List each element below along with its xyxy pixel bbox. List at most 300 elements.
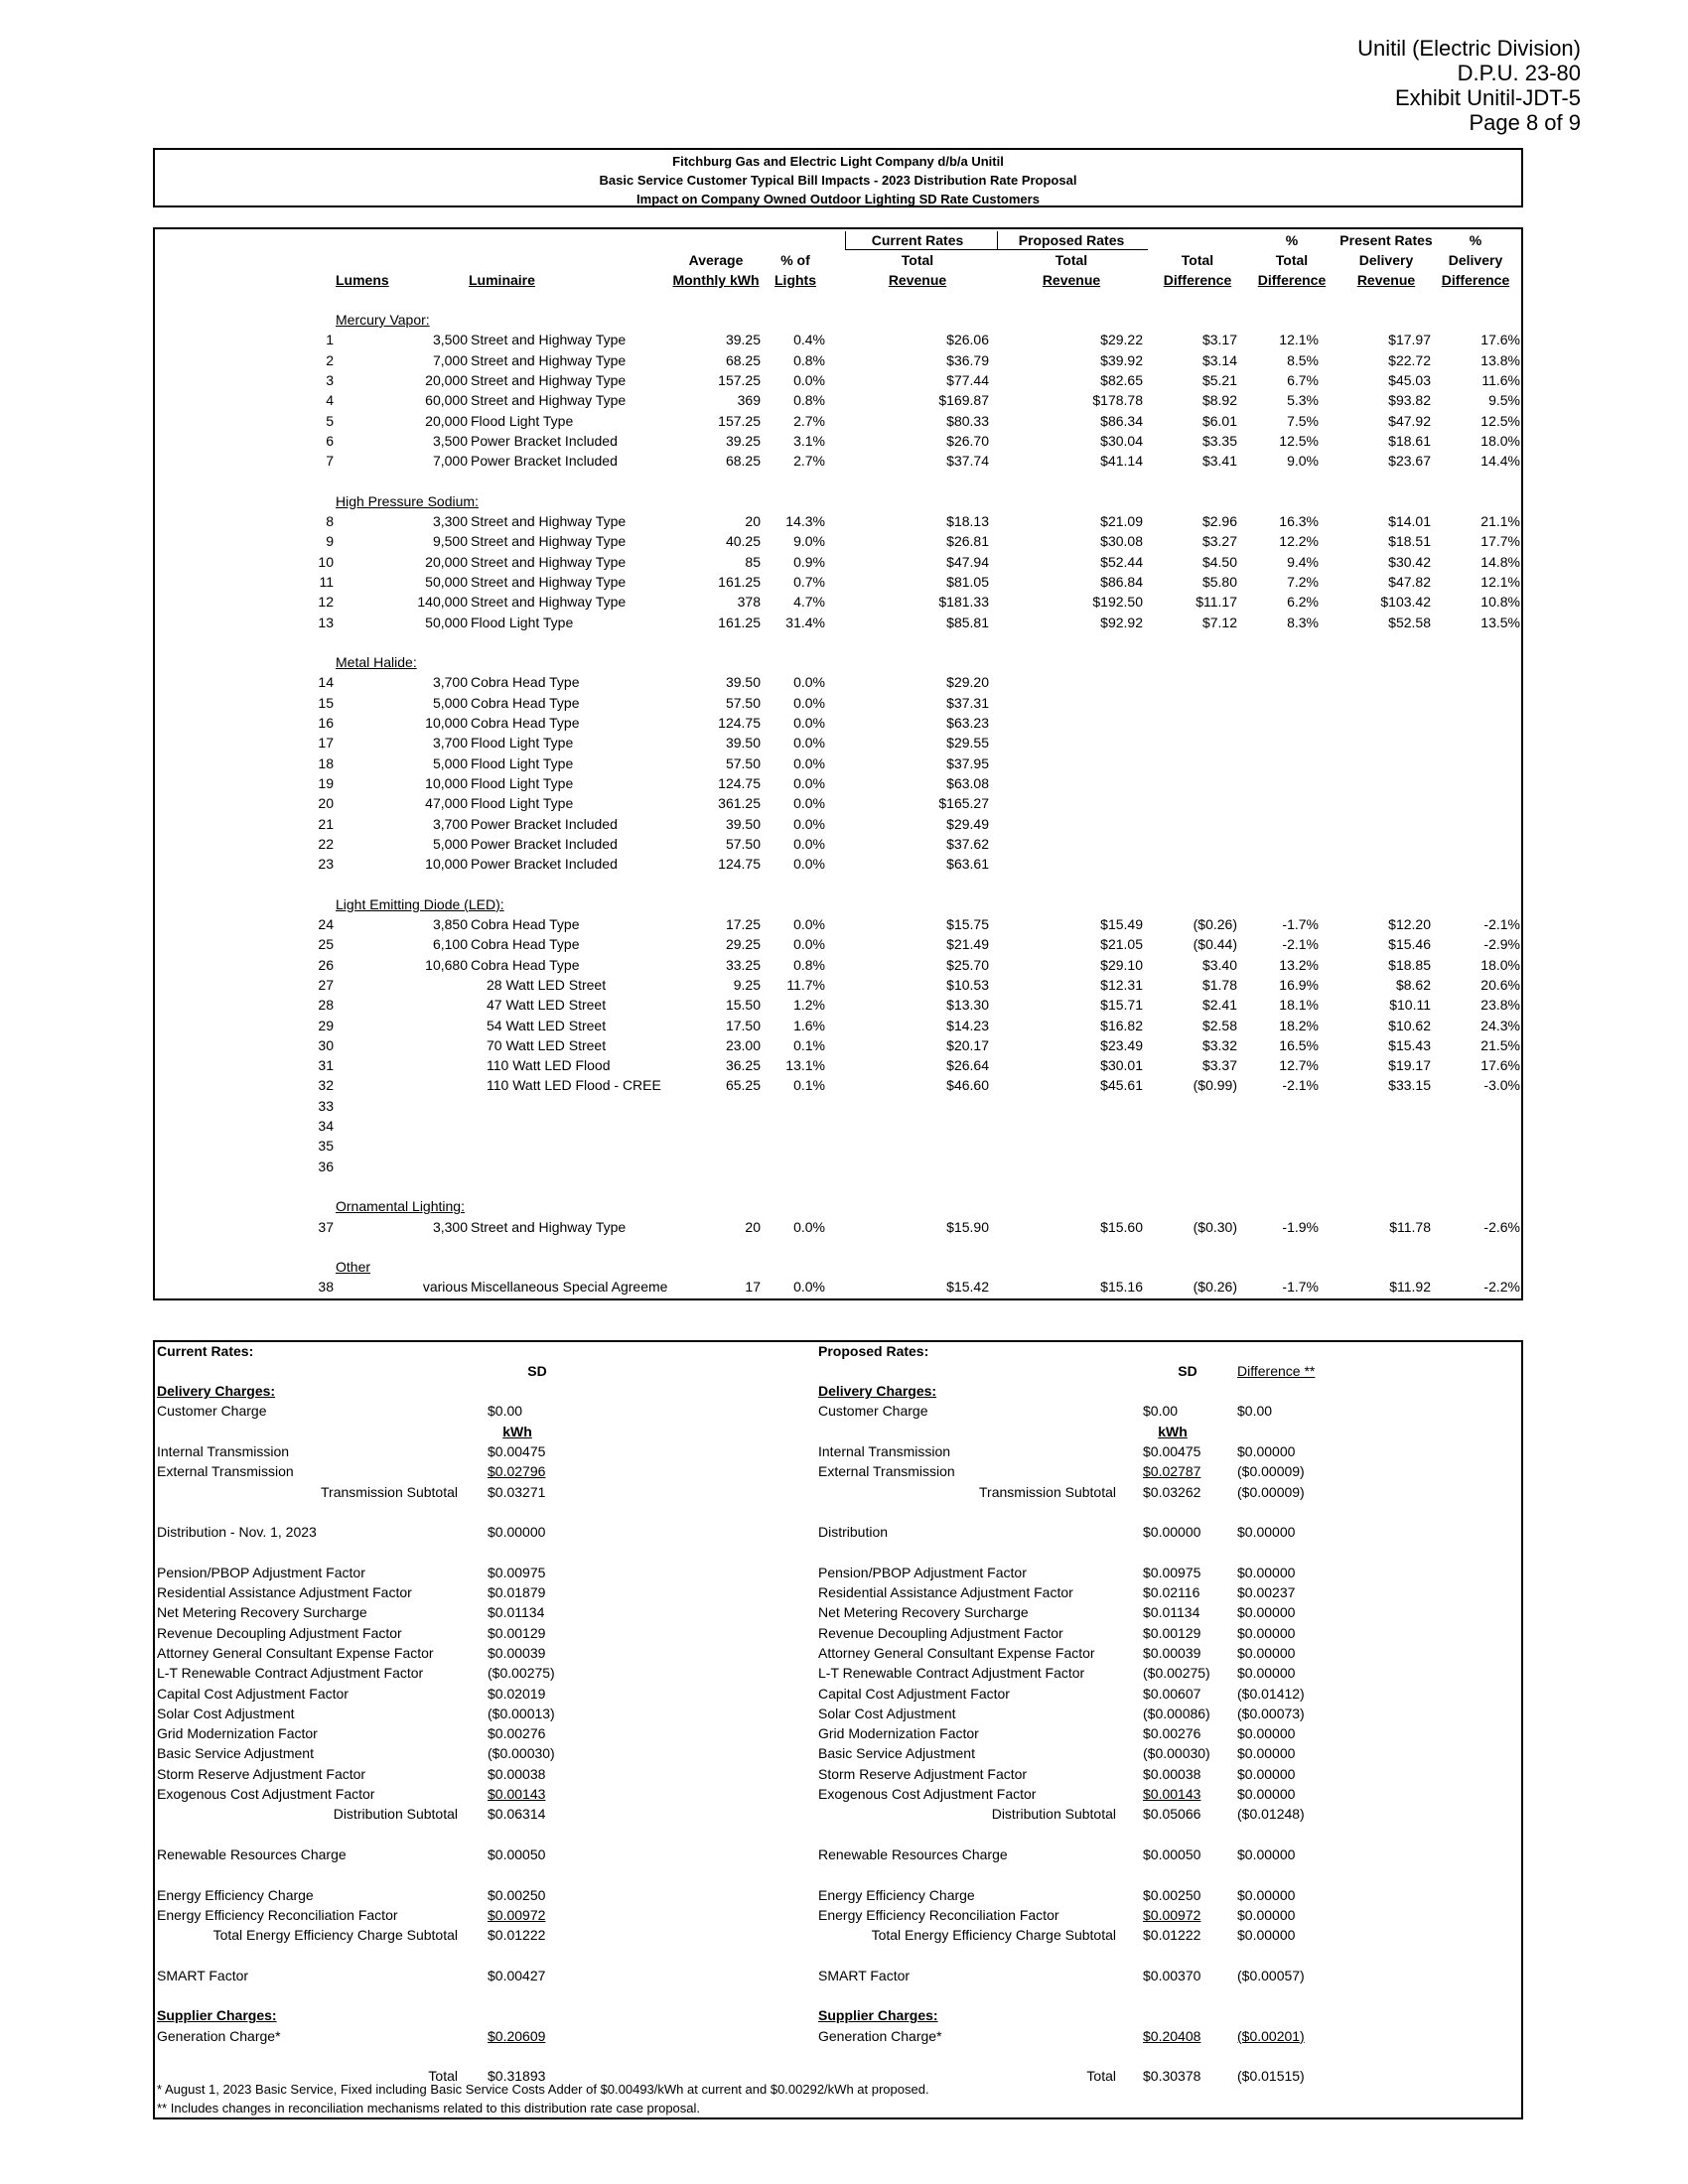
col-header-pct-delivery-3: Difference xyxy=(1441,272,1510,288)
row-number: 32 xyxy=(318,1077,334,1094)
row-avg-kwh: 40.25 xyxy=(725,533,761,550)
row-pct-delivery-difference: 12.1% xyxy=(1480,573,1520,590)
rate-value: $0.00250 xyxy=(488,1886,546,1903)
row-lumens: 3,700 xyxy=(432,735,468,751)
rate-label: Capital Cost Adjustment Factor xyxy=(818,1685,1010,1702)
row-pct-lights: 0.0% xyxy=(793,774,825,791)
row-pct-lights: 0.0% xyxy=(793,674,825,691)
rate-value: $0.01879 xyxy=(488,1584,546,1600)
row-number: 2 xyxy=(326,351,334,368)
row-avg-kwh: 39.50 xyxy=(725,735,761,751)
rate-label: Generation Charge* xyxy=(818,2027,942,2044)
row-current-revenue: $37.31 xyxy=(946,694,989,711)
row-pct-delivery-difference: 23.8% xyxy=(1480,997,1520,1014)
row-luminaire: 110 Watt LED Flood xyxy=(487,1057,611,1074)
row-number: 36 xyxy=(318,1158,334,1174)
row-luminaire: Street and Highway Type xyxy=(471,553,627,570)
col-group-proposed: Proposed Rates xyxy=(1018,232,1125,248)
row-total-difference: $5.80 xyxy=(1201,573,1237,590)
row-lumens: 3,700 xyxy=(432,674,468,691)
row-luminaire: 54 Watt LED Street xyxy=(487,1017,607,1033)
row-avg-kwh: 65.25 xyxy=(725,1077,761,1094)
row-pct-lights: 0.7% xyxy=(793,573,825,590)
rate-value: $0.00607 xyxy=(1143,1685,1201,1702)
row-present-delivery: $47.82 xyxy=(1388,573,1431,590)
row-present-delivery: $17.97 xyxy=(1388,332,1431,348)
row-number: 6 xyxy=(326,432,334,449)
row-pct-delivery-difference: 11.6% xyxy=(1481,371,1520,388)
row-pct-delivery-difference: 12.5% xyxy=(1480,412,1520,429)
row-number: 9 xyxy=(326,533,334,550)
row-proposed-revenue: $178.78 xyxy=(1092,392,1143,409)
row-pct-total-difference: -2.1% xyxy=(1282,1077,1319,1094)
row-luminaire: Street and Highway Type xyxy=(471,594,627,611)
row-pct-total-difference: 12.7% xyxy=(1279,1057,1319,1074)
row-number: 5 xyxy=(326,412,334,429)
header-line: D.P.U. 23-80 xyxy=(1457,61,1581,85)
row-avg-kwh: 161.25 xyxy=(718,573,761,590)
row-avg-kwh: 157.25 xyxy=(718,371,761,388)
row-luminaire: Power Bracket Included xyxy=(471,432,618,449)
row-pct-total-difference: 18.2% xyxy=(1279,1017,1319,1033)
row-proposed-revenue: $30.08 xyxy=(1100,533,1143,550)
row-pct-delivery-difference: 18.0% xyxy=(1480,432,1520,449)
rate-label: Energy Efficiency Charge xyxy=(157,1886,314,1903)
row-luminaire: 47 Watt LED Street xyxy=(487,997,607,1014)
row-number: 19 xyxy=(318,774,334,791)
rate-difference: ($0.01412) xyxy=(1237,1685,1305,1702)
row-total-difference: $3.32 xyxy=(1201,1036,1237,1053)
row-luminaire: Street and Highway Type xyxy=(471,351,627,368)
row-pct-delivery-difference: 13.8% xyxy=(1480,351,1520,368)
row-current-revenue: $63.08 xyxy=(946,774,989,791)
row-pct-delivery-difference: 21.5% xyxy=(1480,1036,1520,1053)
group-divider xyxy=(845,231,846,249)
rate-label: External Transmission xyxy=(818,1463,955,1480)
row-lumens: 5,000 xyxy=(432,694,468,711)
rate-subtotal-label: Distribution Subtotal xyxy=(333,1806,458,1823)
col-header-pct-total: % xyxy=(1285,232,1299,248)
row-number: 38 xyxy=(318,1279,334,1296)
col-header-proposed-rev: Total xyxy=(1055,252,1088,268)
row-pct-lights: 0.1% xyxy=(793,1077,825,1094)
rate-label: Pension/PBOP Adjustment Factor xyxy=(157,1564,365,1580)
rate-value: $0.00000 xyxy=(488,1524,546,1541)
col-header-current-rev-2: Revenue xyxy=(888,272,947,288)
rate-value: $0.00129 xyxy=(488,1624,546,1641)
rate-value: $0.00475 xyxy=(488,1442,546,1459)
rate-value: $0.02019 xyxy=(488,1685,546,1702)
row-pct-total-difference: -2.1% xyxy=(1282,936,1319,953)
row-luminaire: Flood Light Type xyxy=(471,754,574,771)
row-lumens: 3,300 xyxy=(432,513,468,529)
rate-value: $0.02787 xyxy=(1143,1463,1201,1480)
row-luminaire: Cobra Head Type xyxy=(471,936,580,953)
row-number: 22 xyxy=(318,835,334,852)
row-pct-total-difference: 6.7% xyxy=(1287,371,1319,388)
row-pct-lights: 0.0% xyxy=(793,715,825,731)
row-pct-delivery-difference: 17.7% xyxy=(1480,533,1520,550)
row-total-difference: $3.37 xyxy=(1201,1057,1237,1074)
row-present-delivery: $22.72 xyxy=(1388,351,1431,368)
row-avg-kwh: 39.25 xyxy=(725,332,761,348)
header-line: Page 8 of 9 xyxy=(1469,110,1581,135)
rate-label: Distribution xyxy=(818,1524,889,1541)
section-heading: High Pressure Sodium: xyxy=(336,492,479,509)
row-luminaire: Street and Highway Type xyxy=(471,392,627,409)
row-number: 37 xyxy=(318,1218,334,1235)
row-proposed-revenue: $86.84 xyxy=(1100,573,1143,590)
row-present-delivery: $52.58 xyxy=(1388,614,1431,630)
row-proposed-revenue: $21.09 xyxy=(1100,513,1143,529)
col-header-lumens: Lumens xyxy=(336,272,389,288)
row-luminaire: Power Bracket Included xyxy=(471,835,618,852)
row-current-revenue: $169.87 xyxy=(938,392,989,409)
row-number: 20 xyxy=(318,795,334,812)
row-present-delivery: $12.20 xyxy=(1388,916,1431,932)
row-current-revenue: $20.17 xyxy=(946,1036,989,1053)
col-header-present-3: Revenue xyxy=(1356,272,1416,288)
row-total-difference: $2.96 xyxy=(1201,513,1237,529)
row-luminaire: Cobra Head Type xyxy=(471,674,580,691)
row-pct-total-difference: -1.7% xyxy=(1282,916,1319,932)
row-total-difference: $3.17 xyxy=(1201,332,1237,348)
row-present-delivery: $10.62 xyxy=(1388,1017,1431,1033)
row-pct-delivery-difference: -2.6% xyxy=(1483,1218,1520,1235)
header-line: Exhibit Unitil-JDT-5 xyxy=(1394,85,1581,110)
row-proposed-revenue: $82.65 xyxy=(1100,371,1143,388)
row-pct-total-difference: 9.4% xyxy=(1287,553,1319,570)
row-proposed-revenue: $12.31 xyxy=(1100,976,1143,993)
row-present-delivery: $93.82 xyxy=(1388,392,1431,409)
row-current-revenue: $36.79 xyxy=(946,351,989,368)
row-pct-total-difference: 7.5% xyxy=(1287,412,1319,429)
row-pct-lights: 0.0% xyxy=(793,856,825,873)
row-total-difference: $8.92 xyxy=(1201,392,1237,409)
company-name: Fitchburg Gas and Electric Light Company d/b/a Unitil xyxy=(672,154,1004,169)
rate-label: Capital Cost Adjustment Factor xyxy=(157,1685,349,1702)
row-pct-total-difference: 8.3% xyxy=(1287,614,1319,630)
rate-difference: $0.00 xyxy=(1237,1403,1273,1420)
rate-subtotal-label: Total Energy Efficiency Charge Subtotal xyxy=(212,1927,458,1944)
row-pct-lights: 0.0% xyxy=(793,694,825,711)
row-avg-kwh: 33.25 xyxy=(725,956,761,973)
row-lumens: 3,700 xyxy=(432,815,468,832)
rate-value: $0.00 xyxy=(1143,1403,1179,1420)
rate-value: $0.02116 xyxy=(1143,1584,1200,1600)
row-pct-lights: 0.0% xyxy=(793,1279,825,1296)
row-luminaire: Cobra Head Type xyxy=(471,916,580,932)
bill-impact-table xyxy=(153,227,1523,1300)
rate-difference: $0.00000 xyxy=(1237,1665,1296,1682)
row-present-delivery: $11.92 xyxy=(1389,1279,1431,1296)
proposed-sd-label: SD xyxy=(1178,1363,1197,1379)
row-lumens: 50,000 xyxy=(425,573,468,590)
rate-difference: $0.00000 xyxy=(1237,1765,1296,1782)
row-total-difference: $11.17 xyxy=(1196,594,1237,611)
row-avg-kwh: 29.25 xyxy=(725,936,761,953)
row-luminaire: Flood Light Type xyxy=(471,614,574,630)
row-current-revenue: $47.94 xyxy=(946,553,989,570)
row-pct-total-difference: 16.5% xyxy=(1279,1036,1319,1053)
row-current-revenue: $26.81 xyxy=(946,533,989,550)
row-pct-lights: 3.1% xyxy=(793,432,825,449)
row-avg-kwh: 124.75 xyxy=(718,856,761,873)
row-present-delivery: $15.46 xyxy=(1388,936,1431,953)
report-title: Basic Service Customer Typical Bill Impacts - 2023 Distribution Rate Proposal xyxy=(599,173,1077,188)
col-header-present: Present Rates xyxy=(1339,232,1433,248)
row-pct-total-difference: 18.1% xyxy=(1279,997,1319,1014)
rate-difference: $0.00000 xyxy=(1237,1524,1296,1541)
row-luminaire: Power Bracket Included xyxy=(471,453,618,470)
row-number: 27 xyxy=(318,976,334,993)
rate-value: $0.02796 xyxy=(488,1463,546,1480)
row-luminaire: Miscellaneous Special Agreeme xyxy=(471,1279,668,1296)
row-present-delivery: $18.85 xyxy=(1388,956,1431,973)
row-pct-delivery-difference: -3.0% xyxy=(1483,1077,1520,1094)
col-header-avg-kwh: Average xyxy=(688,252,744,268)
row-avg-kwh: 68.25 xyxy=(725,351,761,368)
rate-value: $0.00038 xyxy=(1143,1765,1201,1782)
row-pct-lights: 13.1% xyxy=(785,1057,825,1074)
row-avg-kwh: 17 xyxy=(745,1279,761,1296)
row-lumens: 60,000 xyxy=(425,392,468,409)
row-pct-lights: 2.7% xyxy=(793,453,825,470)
row-present-delivery: $23.67 xyxy=(1388,453,1431,470)
rate-label: Residential Assistance Adjustment Factor xyxy=(157,1584,412,1600)
rate-label: Basic Service Adjustment xyxy=(157,1745,314,1762)
rate-section-heading: Supplier Charges: xyxy=(818,2007,938,2024)
row-current-revenue: $63.23 xyxy=(946,715,989,731)
row-pct-total-difference: 16.3% xyxy=(1279,513,1319,529)
row-avg-kwh: 124.75 xyxy=(718,715,761,731)
row-pct-total-difference: 5.3% xyxy=(1287,392,1319,409)
row-pct-lights: 0.4% xyxy=(793,332,825,348)
row-number: 14 xyxy=(318,674,334,691)
row-luminaire: Power Bracket Included xyxy=(471,856,618,873)
section-heading: Ornamental Lighting: xyxy=(336,1198,465,1215)
row-proposed-revenue: $29.22 xyxy=(1100,332,1143,348)
rate-difference: $0.00000 xyxy=(1237,1886,1296,1903)
row-pct-lights: 0.8% xyxy=(793,956,825,973)
rate-value: ($0.00013) xyxy=(488,1705,555,1721)
row-pct-delivery-difference: 13.5% xyxy=(1480,614,1520,630)
col-header-pct-delivery-2: Delivery xyxy=(1448,252,1503,268)
row-pct-delivery-difference: -2.2% xyxy=(1483,1279,1520,1296)
row-proposed-revenue: $15.16 xyxy=(1100,1279,1143,1296)
rate-section-heading: Delivery Charges: xyxy=(818,1383,937,1399)
row-current-revenue: $29.49 xyxy=(946,815,989,832)
rate-value: $0.03271 xyxy=(488,1483,546,1500)
row-pct-delivery-difference: -2.1% xyxy=(1483,916,1520,932)
row-lumens: 140,000 xyxy=(417,594,468,611)
rate-label: SMART Factor xyxy=(157,1967,249,1983)
row-number: 30 xyxy=(318,1036,334,1053)
col-header-pct-lights-2: Lights xyxy=(774,272,816,288)
section-heading: Light Emitting Diode (LED): xyxy=(336,895,504,912)
row-total-difference: $1.78 xyxy=(1201,976,1237,993)
row-avg-kwh: 57.50 xyxy=(725,694,761,711)
rate-difference: $0.00000 xyxy=(1237,1442,1296,1459)
row-avg-kwh: 124.75 xyxy=(718,774,761,791)
row-total-difference: $3.40 xyxy=(1201,956,1237,973)
row-present-delivery: $30.42 xyxy=(1388,553,1431,570)
col-header-pct-total-2: Total xyxy=(1275,252,1309,268)
col-group-current: Current Rates xyxy=(871,232,964,248)
rate-value: $0.20609 xyxy=(488,2027,546,2044)
rate-difference: $0.00000 xyxy=(1237,1845,1296,1862)
rate-value: $0.20408 xyxy=(1143,2027,1201,2044)
footnote-1: * August 1, 2023 Basic Service, Fixed including Basic Service Costs Adder of $0.00493/kWh at current and $0.00292/kWh at proposed. xyxy=(157,2082,929,2097)
rate-value: $0.00975 xyxy=(488,1564,546,1580)
row-avg-kwh: 57.50 xyxy=(725,754,761,771)
row-number: 12 xyxy=(318,594,334,611)
rate-difference: ($0.00009) xyxy=(1237,1463,1305,1480)
row-current-revenue: $15.90 xyxy=(946,1218,989,1235)
row-number: 18 xyxy=(318,754,334,771)
rate-difference: $0.00000 xyxy=(1237,1564,1296,1580)
row-avg-kwh: 39.50 xyxy=(725,815,761,832)
rate-label: Solar Cost Adjustment xyxy=(157,1705,295,1721)
col-header-avg-kwh-2: Monthly kWh xyxy=(672,272,760,288)
row-current-revenue: $13.30 xyxy=(946,997,989,1014)
row-present-delivery: $18.61 xyxy=(1388,432,1431,449)
rate-value: $0.01222 xyxy=(488,1927,546,1944)
row-avg-kwh: 361.25 xyxy=(718,795,761,812)
row-current-revenue: $63.61 xyxy=(946,856,989,873)
rate-label: Basic Service Adjustment xyxy=(818,1745,975,1762)
rate-value: ($0.00030) xyxy=(488,1745,555,1762)
row-lumens: 10,000 xyxy=(425,774,468,791)
rate-subtotal-label: Total Energy Efficiency Charge Subtotal xyxy=(871,1927,1116,1944)
row-pct-lights: 0.9% xyxy=(793,553,825,570)
rate-label: Attorney General Consultant Expense Factor xyxy=(818,1644,1095,1661)
row-pct-delivery-difference: 21.1% xyxy=(1480,513,1520,529)
row-pct-lights: 0.0% xyxy=(793,936,825,953)
row-total-difference: ($0.30) xyxy=(1193,1218,1237,1235)
row-luminaire: Street and Highway Type xyxy=(471,1218,627,1235)
rate-label: Energy Efficiency Reconciliation Factor xyxy=(157,1906,398,1923)
row-lumens: 10,000 xyxy=(425,856,468,873)
row-number: 10 xyxy=(318,553,334,570)
row-lumens: 20,000 xyxy=(425,412,468,429)
row-proposed-revenue: $30.01 xyxy=(1100,1057,1143,1074)
row-total-difference: $2.58 xyxy=(1201,1017,1237,1033)
row-luminaire: Flood Light Type xyxy=(471,774,574,791)
row-current-revenue: $15.42 xyxy=(946,1279,989,1296)
row-pct-total-difference: 8.5% xyxy=(1287,351,1319,368)
row-avg-kwh: 68.25 xyxy=(725,453,761,470)
row-pct-delivery-difference: 18.0% xyxy=(1480,956,1520,973)
row-current-revenue: $77.44 xyxy=(946,371,989,388)
rate-value: $0.30378 xyxy=(1143,2068,1201,2085)
row-pct-lights: 14.3% xyxy=(785,513,825,529)
row-number: 33 xyxy=(318,1097,334,1114)
row-current-revenue: $10.53 xyxy=(946,976,989,993)
rate-label: Exogenous Cost Adjustment Factor xyxy=(818,1786,1037,1802)
row-avg-kwh: 57.50 xyxy=(725,835,761,852)
row-pct-delivery-difference: 24.3% xyxy=(1480,1017,1520,1033)
row-number: 35 xyxy=(318,1138,334,1155)
row-total-difference: $4.50 xyxy=(1201,553,1237,570)
row-proposed-revenue: $192.50 xyxy=(1092,594,1143,611)
row-pct-total-difference: 7.2% xyxy=(1287,573,1319,590)
row-proposed-revenue: $52.44 xyxy=(1100,553,1143,570)
row-pct-delivery-difference: 14.8% xyxy=(1480,553,1520,570)
rate-label: Solar Cost Adjustment xyxy=(818,1705,956,1721)
rate-label: L-T Renewable Contract Adjustment Factor xyxy=(157,1665,424,1682)
rate-section-heading: Supplier Charges: xyxy=(157,2007,277,2024)
row-number: 16 xyxy=(318,715,334,731)
row-avg-kwh: 378 xyxy=(737,594,761,611)
row-avg-kwh: 20 xyxy=(745,513,761,529)
row-pct-total-difference: 13.2% xyxy=(1279,956,1319,973)
rate-difference: $0.00000 xyxy=(1237,1745,1296,1762)
rate-difference: ($0.00057) xyxy=(1237,1967,1305,1983)
row-present-delivery: $33.15 xyxy=(1388,1077,1431,1094)
row-pct-delivery-difference: 14.4% xyxy=(1480,453,1520,470)
row-current-revenue: $85.81 xyxy=(946,614,989,630)
rate-value: $0.00370 xyxy=(1143,1967,1201,1983)
col-header-pct-total-3: Difference xyxy=(1257,272,1327,288)
row-pct-delivery-difference: 10.8% xyxy=(1480,594,1520,611)
row-number: 28 xyxy=(318,997,334,1014)
row-current-revenue: $26.70 xyxy=(946,432,989,449)
row-number: 29 xyxy=(318,1017,334,1033)
row-number: 25 xyxy=(318,936,334,953)
row-current-revenue: $29.55 xyxy=(946,735,989,751)
rate-value: $0.06314 xyxy=(488,1806,546,1823)
rate-label: Renewable Resources Charge xyxy=(818,1845,1008,1862)
row-present-delivery: $15.43 xyxy=(1388,1036,1431,1053)
report-subtitle: Impact on Company Owned Outdoor Lighting SD Rate Customers xyxy=(636,192,1040,206)
rate-value: $0.05066 xyxy=(1143,1806,1201,1823)
row-proposed-revenue: $21.05 xyxy=(1100,936,1143,953)
col-header-pct-delivery: % xyxy=(1469,232,1482,248)
rate-label: L-T Renewable Contract Adjustment Factor xyxy=(818,1665,1085,1682)
row-pct-lights: 0.0% xyxy=(793,735,825,751)
rate-label: Pension/PBOP Adjustment Factor xyxy=(818,1564,1027,1580)
row-current-revenue: $25.70 xyxy=(946,956,989,973)
section-heading: Other xyxy=(336,1259,371,1276)
row-current-revenue: $37.74 xyxy=(946,453,989,470)
row-pct-delivery-difference: -2.9% xyxy=(1483,936,1520,953)
row-proposed-revenue: $39.92 xyxy=(1100,351,1143,368)
row-luminaire: 28 Watt LED Street xyxy=(487,976,607,993)
rate-label: Net Metering Recovery Surcharge xyxy=(157,1604,367,1621)
row-luminaire: Flood Light Type xyxy=(471,735,574,751)
row-number: 24 xyxy=(318,916,334,932)
row-pct-lights: 0.0% xyxy=(793,916,825,932)
rate-value: $0.00427 xyxy=(488,1967,546,1983)
rate-value: $0.03262 xyxy=(1143,1483,1201,1500)
rate-value: $0.00143 xyxy=(1143,1786,1201,1802)
row-proposed-revenue: $92.92 xyxy=(1100,614,1143,630)
kwh-unit-label: kWh xyxy=(1158,1423,1188,1439)
header-line: Unitil (Electric Division) xyxy=(1357,36,1581,61)
kwh-unit-label: kWh xyxy=(502,1423,532,1439)
row-pct-total-difference: 16.9% xyxy=(1279,976,1319,993)
col-header-proposed-rev-2: Revenue xyxy=(1042,272,1101,288)
row-pct-delivery-difference: 20.6% xyxy=(1480,976,1520,993)
row-proposed-revenue: $30.04 xyxy=(1100,432,1143,449)
row-current-revenue: $18.13 xyxy=(946,513,989,529)
row-number: 8 xyxy=(326,513,334,529)
rate-label: Residential Assistance Adjustment Factor xyxy=(818,1584,1073,1600)
row-avg-kwh: 36.25 xyxy=(725,1057,761,1074)
row-lumens: 5,000 xyxy=(432,754,468,771)
row-number: 31 xyxy=(318,1057,334,1074)
